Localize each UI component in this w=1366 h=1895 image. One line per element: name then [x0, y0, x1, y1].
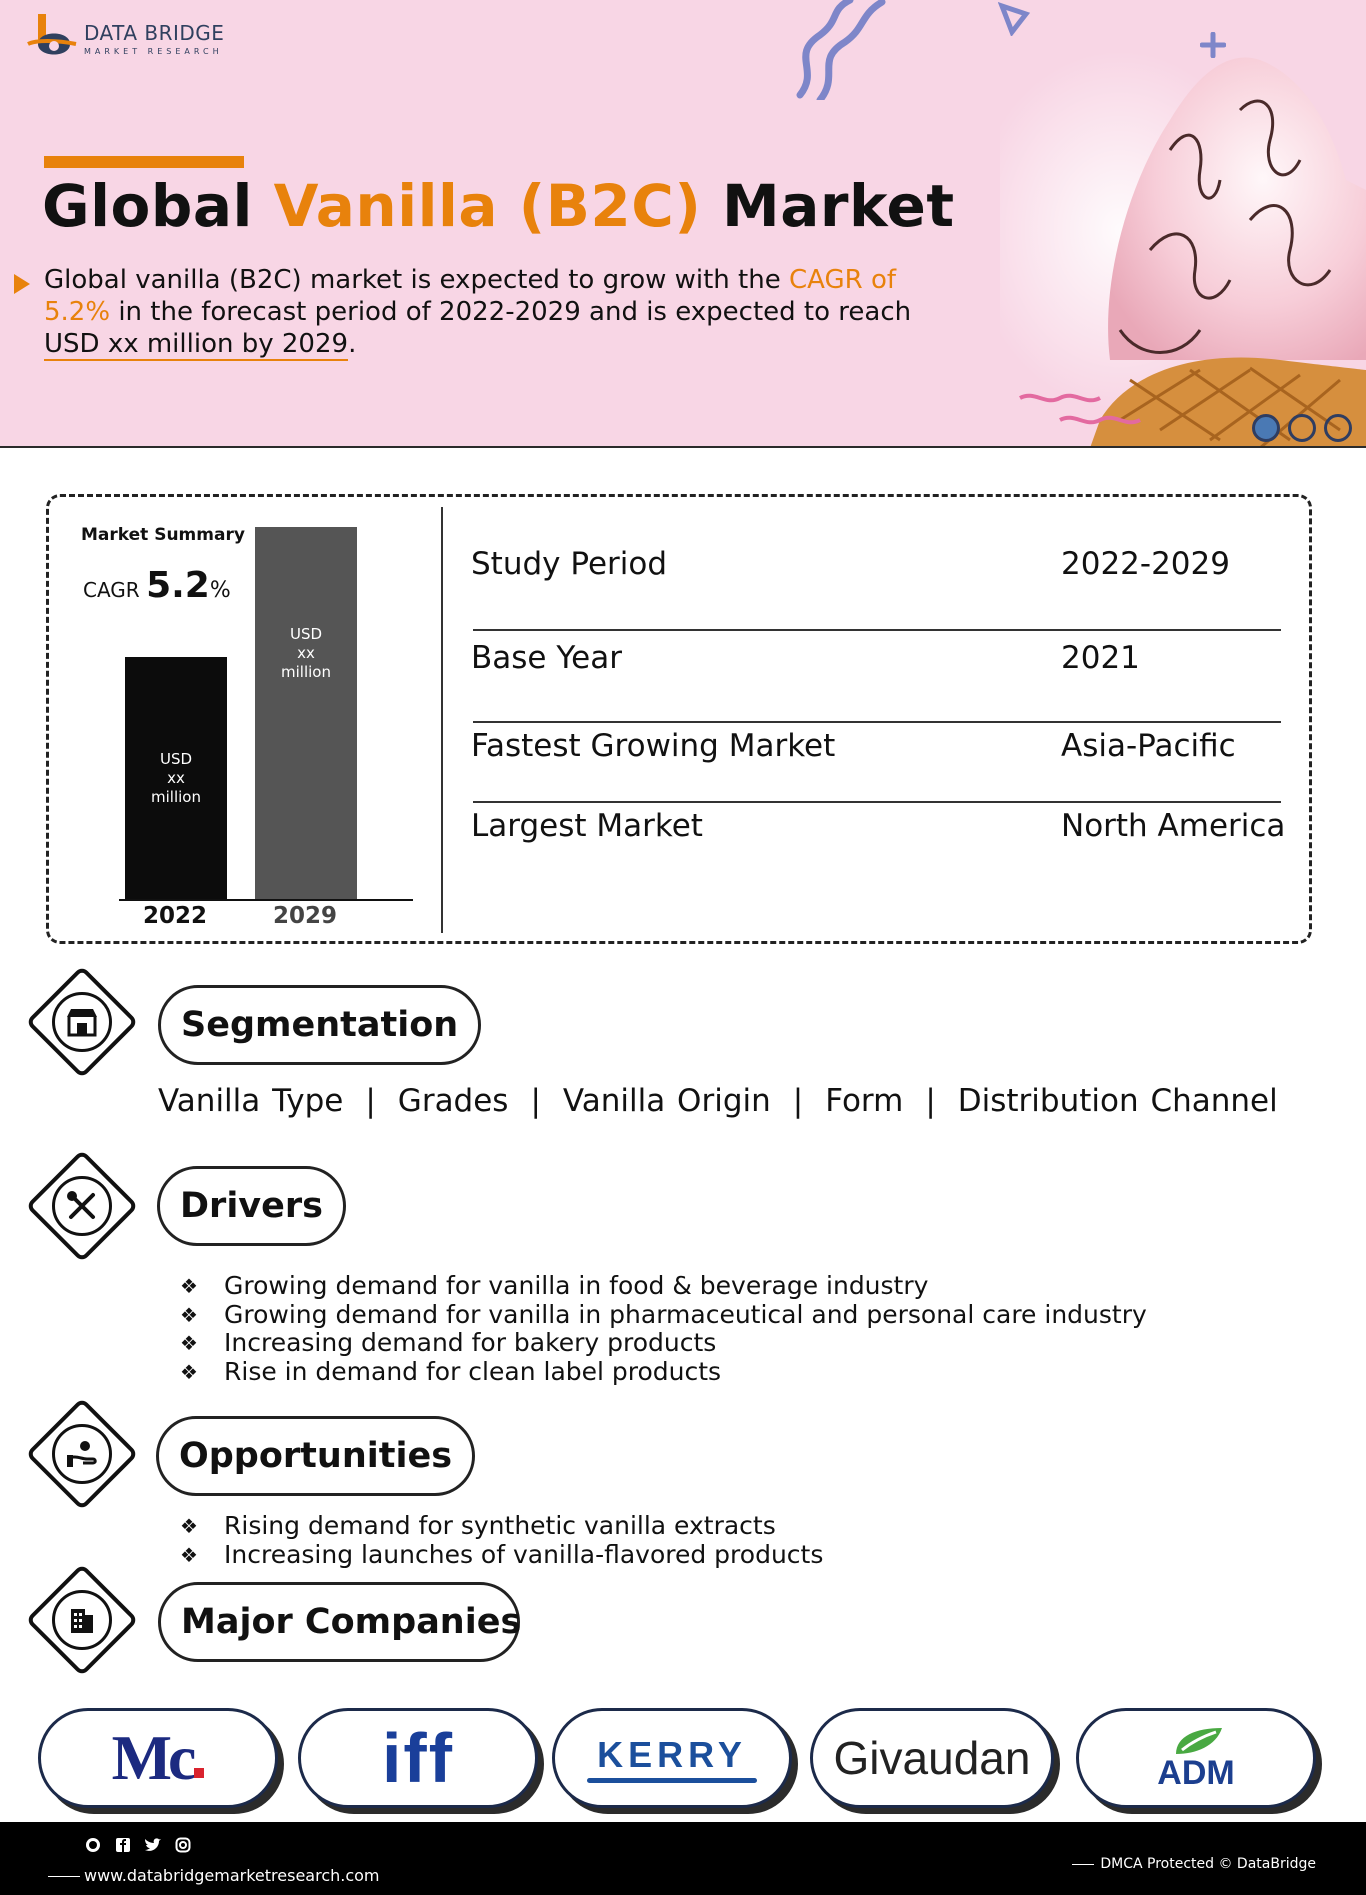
- fastest-growing-row: [471, 715, 1291, 777]
- bar-data-label: USD xx million: [281, 624, 331, 681]
- list-item: ❖ Increasing demand for bakery products: [180, 1329, 1147, 1358]
- brand-logo[interactable]: [26, 10, 224, 66]
- carousel-dots: [1252, 414, 1352, 442]
- hero-description: Global vanilla (B2C) market is expected to grow with the CAGR of 5.2% in the forecast period of 2022-2029 and is expected to reach USD xx million by 2029.: [44, 265, 912, 359]
- vertical-divider: [441, 507, 443, 933]
- segment-item: Grades: [397, 1083, 509, 1119]
- opportunities-badge: [26, 1394, 136, 1514]
- company-logo-mccormick[interactable]: Mc: [38, 1708, 278, 1808]
- ice-cream-illustration: [1000, 30, 1366, 448]
- company-logo-adm[interactable]: ADM: [1076, 1708, 1316, 1808]
- largest-market-row: [471, 795, 1291, 857]
- title-accent-bar: [44, 156, 244, 168]
- base-year-row: [471, 627, 1291, 689]
- info-value: 2022-2029: [1061, 546, 1230, 582]
- instagram-icon[interactable]: [174, 1836, 192, 1854]
- page-title: Global Vanilla (B2C) Market: [42, 172, 955, 240]
- companies-heading: Major Companies: [158, 1582, 520, 1662]
- study-period-row: [471, 533, 1291, 595]
- building-icon: [52, 1590, 112, 1650]
- market-summary-panel: [46, 494, 1312, 944]
- drivers-heading: Drivers: [157, 1166, 346, 1246]
- info-key: Fastest Growing Market: [471, 728, 836, 764]
- info-key: Base Year: [471, 640, 622, 676]
- list-item: ❖ Rise in demand for clean label products: [180, 1358, 1147, 1387]
- brand-tagline: MARKET RESEARCH: [84, 46, 223, 56]
- brand-name: DATA BRIDGE: [84, 20, 225, 45]
- chart-title: Market Summary: [81, 525, 245, 545]
- hero-banner: [0, 0, 1366, 448]
- list-item: ❖ Growing demand for vanilla in pharmaceutical and personal care industry: [180, 1301, 1147, 1330]
- info-value: 2021: [1061, 640, 1140, 676]
- squiggle-decoration: [790, 0, 910, 100]
- hand-coin-icon: [52, 1424, 112, 1484]
- social-links: [84, 1836, 192, 1854]
- segment-item: Vanilla Type: [158, 1083, 344, 1119]
- cagr-readout: CAGR 5.2%: [83, 565, 231, 606]
- adm-leaf-icon: [1166, 1726, 1226, 1756]
- info-value: North America: [1061, 808, 1286, 844]
- segment-item: Distribution Channel: [957, 1083, 1278, 1119]
- info-key: Largest Market: [471, 808, 703, 844]
- drivers-list: [180, 1272, 1147, 1386]
- list-item: ❖ Growing demand for vanilla in food & beverage industry: [180, 1272, 1147, 1301]
- segmentation-list: Vanilla Type | Grades | Vanilla Origin | Form | Distribution Channel: [158, 1083, 1278, 1119]
- logo-mark-icon: [26, 10, 78, 66]
- whatsapp-icon[interactable]: [84, 1836, 102, 1854]
- carousel-dot[interactable]: [1252, 414, 1280, 442]
- twitter-icon[interactable]: [144, 1836, 162, 1854]
- dmca-notice: DMCA Protected © DataBridge: [1072, 1856, 1316, 1872]
- chart-bar-2029: [255, 527, 357, 899]
- company-logo-kerry[interactable]: KERRY: [552, 1708, 792, 1808]
- market-summary-chart: [49, 497, 439, 937]
- segment-item: Form: [825, 1083, 904, 1119]
- play-arrow-icon: [14, 274, 30, 294]
- chart-tick-label: 2029: [272, 903, 337, 929]
- info-key: Study Period: [471, 546, 668, 582]
- facebook-icon[interactable]: [114, 1836, 132, 1854]
- red-accent-icon: [194, 1768, 204, 1778]
- segmentation-heading: Segmentation: [158, 985, 481, 1065]
- bar-data-label: USD xx million: [151, 749, 201, 806]
- companies-badge: [26, 1560, 136, 1680]
- chart-x-axis: [119, 899, 413, 901]
- storefront-icon: [52, 992, 112, 1052]
- tools-icon: [52, 1176, 112, 1236]
- carousel-dot[interactable]: [1324, 414, 1352, 442]
- segmentation-badge: [26, 962, 136, 1082]
- company-logo-iff[interactable]: iff: [298, 1708, 538, 1808]
- kerry-swoosh-icon: [587, 1778, 757, 1783]
- opportunities-list: [180, 1512, 823, 1569]
- chart-bar-2022: [125, 657, 227, 899]
- opportunities-heading: Opportunities: [156, 1416, 475, 1496]
- website-link[interactable]: www.databridgemarketresearch.com: [48, 1866, 380, 1885]
- info-value: Asia-Pacific: [1061, 728, 1236, 764]
- carousel-dot[interactable]: [1288, 414, 1316, 442]
- list-item: ❖ Increasing launches of vanilla-flavored products: [180, 1541, 823, 1570]
- drivers-badge: [26, 1146, 136, 1266]
- footer: [0, 1822, 1366, 1895]
- segment-item: Vanilla Origin: [562, 1083, 771, 1119]
- company-logo-givaudan[interactable]: Givaudan: [810, 1708, 1054, 1808]
- chart-tick-label: 2022: [142, 903, 207, 929]
- list-item: ❖ Rising demand for synthetic vanilla extracts: [180, 1512, 823, 1541]
